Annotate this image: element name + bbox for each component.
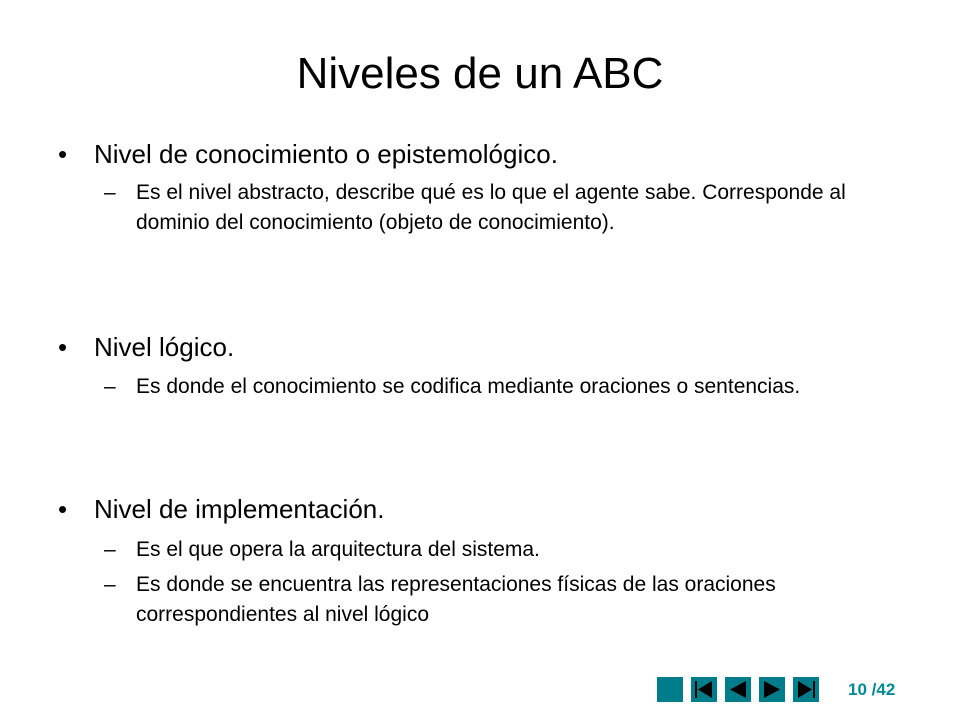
- page-number: [848, 680, 918, 700]
- bullet-text: Nivel lógico.: [94, 332, 235, 362]
- bullet-dot: •: [58, 139, 68, 169]
- bullet-text: Nivel de implementación.: [94, 494, 385, 524]
- bullet-dot: •: [58, 332, 68, 362]
- sub-text: Es el nivel abstracto, describe qué es lo que el agente sabe. Corresponde al dominio del conocimiento (objeto de conocimiento).: [136, 181, 846, 234]
- sub-dash: –: [104, 573, 116, 596]
- sub-text: Es el que opera la arquitectura del sistema.: [136, 538, 540, 561]
- next-slide-icon[interactable]: [759, 677, 785, 702]
- page-total: /42: [871, 680, 896, 699]
- first-slide-icon[interactable]: [691, 677, 717, 702]
- last-slide-icon[interactable]: [793, 677, 819, 702]
- slide-title: Niveles de un ABC: [296, 49, 664, 98]
- bullet-text: Nivel de conocimiento o epistemológico.: [94, 139, 558, 169]
- previous-slide-icon[interactable]: [725, 677, 751, 702]
- sub-dash: –: [104, 181, 116, 204]
- sub-dash: –: [104, 538, 116, 561]
- sub-dash: –: [104, 375, 116, 398]
- bullet-dot: •: [58, 494, 68, 524]
- page-current: 10: [848, 680, 867, 699]
- stop-square-icon[interactable]: [657, 677, 683, 702]
- sub-text: Es donde se encuentra las representaciones físicas de las oraciones correspondientes al nivel lógico: [136, 573, 776, 626]
- sub-text: Es donde el conocimiento se codifica mediante oraciones o sentencias.: [136, 375, 801, 398]
